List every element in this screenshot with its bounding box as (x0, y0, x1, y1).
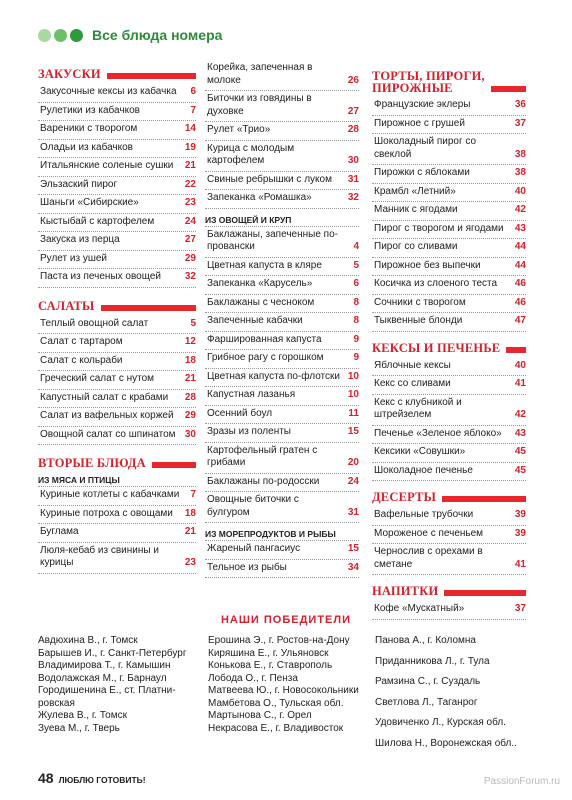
winner-entry: Авдюхина В., г. Томск (38, 635, 138, 646)
section-title: НАПИТКИ (372, 584, 439, 598)
recipe-item (372, 184, 526, 203)
recipe-item (205, 190, 359, 209)
recipe-item (372, 395, 526, 426)
recipe-name: Кекс со сливами (374, 378, 451, 389)
recipe-name: Кексики «Совушки» (374, 446, 466, 457)
section-bar (107, 73, 196, 79)
page-ref: 39 (514, 527, 526, 539)
recipe-item (205, 313, 359, 332)
page-ref: 27 (184, 234, 196, 245)
subsection-title: ИЗ МЯСА И ПТИЦЫ (38, 473, 196, 487)
recipe-item (372, 239, 526, 258)
winner-entry: Лобода О., г. Пенза (208, 672, 298, 684)
page-ref: 19 (184, 141, 196, 153)
recipe-item (372, 134, 526, 165)
recipe-item (372, 165, 526, 184)
page-ref: 18 (184, 507, 196, 519)
recipe-name: Запеченные кабачки (207, 315, 303, 326)
page-ref: 6 (353, 278, 359, 289)
recipe-item (38, 269, 196, 288)
recipe-item (38, 408, 196, 427)
section-bar (101, 305, 197, 311)
section-title: ВТОРЫЕ БЛЮДА (38, 456, 146, 470)
page-ref: 27 (347, 105, 359, 117)
page-footer (38, 770, 146, 786)
page-ref: 22 (184, 178, 196, 190)
recipe-item (372, 463, 526, 482)
page-ref: 23 (184, 557, 196, 568)
winner-entry: Жулева В., г. Томск (38, 710, 127, 721)
recipe-item (372, 116, 526, 135)
keksy-list (372, 358, 526, 482)
winner-entry: Барышев И., г. Санкт-Петербург (38, 647, 187, 659)
recipe-item (205, 60, 359, 91)
section-header-torty (372, 64, 526, 94)
recipe-name: Баклажаны по-родосски (207, 475, 320, 487)
winner-entry: Ерошина Э., г. Ростов-на-Дону (208, 635, 350, 646)
recipe-item (205, 443, 359, 474)
recipe-item (38, 353, 196, 372)
page-ref: 32 (184, 271, 196, 282)
watermark: PassionForum.ru (483, 776, 560, 787)
recipe-item (38, 524, 196, 543)
page-ref: 5 (353, 259, 359, 271)
recipe-item (372, 313, 526, 332)
page-ref: 20 (347, 457, 359, 468)
recipe-name: Теплый овощной салат (40, 317, 149, 329)
recipe-name: Рулет из ушей (40, 252, 107, 264)
recipe-item (38, 251, 196, 270)
recipe-name: Паста из печеных овощей (40, 271, 161, 282)
recipe-name: Буглама (40, 526, 79, 537)
recipe-item (38, 140, 196, 159)
page-ref: 41 (514, 558, 526, 570)
recipe-name: Закусочные кексы из кабачка (40, 86, 177, 97)
page-ref: 43 (514, 427, 526, 439)
recipe-item (38, 371, 196, 390)
magazine-name: ЛЮБЛЮ ГОТОВИТЬ! (58, 775, 146, 785)
page-ref: 21 (184, 526, 196, 537)
recipe-item (372, 276, 526, 295)
recipe-item (205, 258, 359, 277)
winners-column-1 (38, 635, 203, 735)
winner-entry: Мартынова С., г. Орел (208, 710, 312, 721)
recipe-item (372, 221, 526, 240)
section-title-line: ТОРТЫ, ПИРОГИ, (372, 69, 485, 83)
recipe-item (205, 406, 359, 425)
meat-list (205, 60, 359, 209)
page-ref: 31 (347, 173, 359, 185)
page-ref: 28 (347, 124, 359, 135)
recipe-item (205, 276, 359, 295)
page-ref: 24 (184, 215, 196, 227)
recipe-name: Пирог с творогом и ягодами (374, 222, 504, 234)
winner-entry: Киряшина Е., г. Ульяновск (208, 647, 329, 659)
page-ref: 36 (514, 99, 526, 110)
page-ref: 30 (184, 428, 196, 440)
recipe-name: Закуска из перца (40, 234, 120, 245)
section-header-salaty (38, 294, 196, 313)
recipe-item (38, 506, 196, 525)
recipe-item (372, 507, 526, 526)
page-ref: 14 (184, 123, 196, 134)
winner-entry: Светлова Л., Таганрог (375, 696, 478, 708)
winner-entry: Шилова Н., Воронежская обл.. (375, 737, 517, 749)
vtorye-list (38, 487, 196, 574)
recipe-item (205, 172, 359, 191)
page-ref: 15 (347, 543, 359, 554)
page-ref: 34 (347, 561, 359, 573)
recipe-name: Курица с молодым картофелем (207, 142, 295, 166)
section-header-napitki (372, 579, 526, 598)
recipe-name: Оладьи из кабачков (40, 141, 133, 153)
winner-entry: Удовиченко Л., Курская обл. (375, 717, 506, 728)
dot-icon (38, 29, 51, 42)
recipe-name: Капустная лазанья (207, 389, 296, 400)
recipe-name: Пирожное с грушей (374, 117, 465, 129)
recipe-item (205, 141, 359, 172)
page-ref: 32 (347, 192, 359, 203)
recipe-name: Тыквенные блонди (374, 315, 463, 326)
page-ref: 18 (184, 354, 196, 366)
recipe-item (372, 376, 526, 395)
recipe-item (38, 316, 196, 335)
recipe-name: Куриные котлеты с кабачками (40, 489, 180, 500)
recipe-item (205, 560, 359, 579)
recipe-name: Пирог со сливами (374, 241, 458, 252)
page-header (38, 25, 222, 45)
recipe-name: Картофельный гратен с грибами (207, 444, 318, 468)
veg-list (205, 227, 359, 524)
subsection-title: ИЗ МОРЕПРОДУКТОВ И РЫБЫ (205, 527, 359, 541)
recipe-name: Греческий салат с нутом (40, 373, 155, 384)
recipe-name: Капустный салат с крабами (40, 391, 169, 403)
recipe-item (205, 122, 359, 141)
page-ref: 21 (184, 160, 196, 171)
recipe-name: Салат с тартаром (40, 336, 123, 347)
section-title: САЛАТЫ (38, 298, 95, 313)
recipe-item (38, 84, 196, 103)
recipe-name: Фаршированная капуста (207, 333, 322, 345)
page-ref: 10 (347, 389, 359, 400)
winner-entry: Городишенина Е., ст. Платни- (38, 685, 176, 696)
recipe-name: Свиные ребрышки с луком (207, 173, 332, 185)
page-ref: 9 (353, 352, 359, 363)
recipe-item (205, 541, 359, 560)
page-ref: 43 (514, 222, 526, 234)
page-ref: 46 (514, 296, 526, 308)
winner-entry: Матвеева Ю., г. Новосокольники (208, 685, 359, 696)
recipe-name: Пирожное без выпечки (374, 259, 481, 271)
page-ref: 40 (514, 359, 526, 371)
recipe-name: Биточки из говядины в духовке (207, 93, 312, 117)
winner-entry: ровская (38, 697, 75, 709)
section-header-deserty (372, 485, 526, 504)
recipe-name: Зразы из поленты (207, 426, 291, 437)
section-title: КЕКСЫ И ПЕЧЕНЬЕ (372, 340, 501, 355)
recipe-name: Запеканка «Карусель» (207, 278, 313, 289)
winner-entry: Приданникова Л., г. Тула (375, 655, 490, 667)
salaty-list (38, 316, 196, 446)
recipe-name: Куриные потроха с овощами (40, 507, 173, 519)
section-title-line: ПИРОЖНЫЕ (372, 81, 453, 95)
page-ref: 38 (514, 167, 526, 178)
recipe-name: Эльзаский пирог (40, 178, 118, 190)
page-ref: 46 (514, 278, 526, 289)
page-number: 48 (38, 770, 54, 786)
recipe-name: Яблочные кексы (374, 359, 451, 371)
recipe-name: Шоколадное печенье (374, 464, 473, 476)
page-ref: 38 (514, 148, 526, 160)
recipe-item (372, 202, 526, 221)
winner-entry: Рамзина С., г. Суздаль (375, 676, 481, 687)
page-ref: 26 (347, 74, 359, 86)
section-bar (152, 462, 196, 468)
recipe-name: Осенний боул (207, 407, 273, 419)
recipe-item (372, 526, 526, 545)
recipe-item (38, 158, 196, 177)
recipe-name: Цветная капуста по-флотски (207, 370, 340, 382)
recipe-name: Пирожки с яблоками (374, 167, 470, 178)
recipe-name: Крамбл «Летний» (374, 185, 456, 197)
page-ref: 7 (190, 104, 196, 116)
recipe-item (205, 492, 359, 523)
recipe-item (205, 474, 359, 493)
page-ref: 39 (514, 509, 526, 520)
recipe-item (372, 444, 526, 463)
dot-icon (70, 29, 83, 42)
recipe-name: Шоколадный пирог со свеклой (374, 136, 477, 160)
recipe-item (38, 543, 196, 574)
page-ref: 29 (184, 410, 196, 421)
page-ref: 45 (514, 446, 526, 457)
recipe-item (372, 426, 526, 445)
recipe-item (38, 232, 196, 251)
page-ref: 44 (514, 259, 526, 271)
recipe-item (38, 195, 196, 214)
recipe-name: Чернослив с орехами в сметане (374, 546, 483, 570)
page-ref: 47 (514, 315, 526, 326)
page-ref: 12 (184, 336, 196, 347)
section-bar (442, 496, 526, 502)
page-ref: 31 (347, 506, 359, 518)
recipe-name: Кекс с клубникой и штрейзелем (374, 396, 462, 420)
dot-icon (54, 29, 67, 42)
winner-entry: Панова А., г. Коломна (375, 635, 476, 646)
section-title: ЗАКУСКИ (38, 67, 101, 81)
sea-list (205, 541, 359, 578)
recipe-name: Рулет «Трио» (207, 124, 271, 135)
recipe-name: Грибное рагу с горошком (207, 352, 324, 363)
winner-entry: Владимирова Т., г. Камышин (38, 660, 171, 671)
recipe-item (205, 387, 359, 406)
subsection-title: ИЗ ОВОЩЕЙ И КРУП (205, 213, 359, 227)
page-ref: 21 (184, 373, 196, 384)
deserty-list (372, 507, 526, 575)
section-bar (444, 590, 526, 596)
recipe-name: Салат с кольраби (40, 354, 123, 366)
recipe-name: Кыстыбай с картофелем (40, 215, 155, 227)
recipe-name: Печенье «Зеленое яблоко» (374, 427, 502, 439)
page-ref: 15 (347, 426, 359, 437)
recipe-name: Вареники с творогом (40, 123, 138, 134)
section-bar (506, 347, 526, 353)
recipe-item (205, 350, 359, 369)
recipe-item (205, 295, 359, 314)
page-ref: 29 (184, 252, 196, 264)
page-ref: 37 (514, 603, 526, 614)
winner-entry: Конькова Е., г. Ставрополь (208, 660, 333, 671)
recipe-name: Жареный пангасиус (207, 543, 301, 554)
recipe-name: Запеканка «Ромашка» (207, 192, 312, 203)
recipe-item (372, 97, 526, 116)
recipe-item (372, 358, 526, 377)
torty-list (372, 97, 526, 332)
recipe-item (38, 177, 196, 196)
page-ref: 44 (514, 241, 526, 252)
recipe-item (38, 121, 196, 140)
recipe-name: Люля-кебаб из свинины и курицы (40, 544, 159, 568)
recipe-name: Мороженое с печеньем (374, 527, 484, 539)
page-ref: 42 (514, 204, 526, 215)
section-header-keksy (372, 336, 526, 355)
section-bar (491, 86, 526, 92)
recipe-name: Французские эклеры (374, 99, 471, 110)
page-ref: 4 (353, 241, 359, 252)
recipe-name: Цветная капуста в кляре (207, 259, 322, 271)
zakuski-list (38, 84, 196, 288)
page-ref: 5 (190, 317, 196, 329)
recipe-name: Сочники с творогом (374, 296, 466, 308)
recipe-item (38, 334, 196, 353)
recipe-name: Шаньги «Сибирские» (40, 197, 139, 208)
recipe-name: Итальянские соленые сушки (40, 160, 174, 171)
page-ref: 37 (514, 117, 526, 129)
page-ref: 40 (514, 185, 526, 197)
winner-entry: Некрасова Е., г. Владивосток (208, 722, 344, 734)
page-ref: 23 (184, 197, 196, 208)
page-ref: 28 (184, 391, 196, 403)
recipe-item (38, 214, 196, 233)
recipe-name: Овощные биточки с булгуром (207, 494, 299, 518)
recipe-item (205, 227, 359, 258)
recipe-item (38, 103, 196, 122)
recipe-name: Манник с ягодами (374, 204, 458, 215)
recipe-name: Косичка из слоеного теста (374, 278, 498, 289)
recipe-item (38, 487, 196, 506)
recipe-name: Вафельные трубочки (374, 509, 474, 520)
page-title: Все блюда номера (92, 27, 223, 43)
section-title: ДЕСЕРТЫ (372, 490, 437, 504)
page-ref: 45 (514, 464, 526, 476)
recipe-name: Овощной салат со шпинатом (40, 428, 176, 440)
recipe-item (205, 369, 359, 388)
column-1 (38, 62, 196, 574)
recipe-item (372, 258, 526, 277)
recipe-item (205, 332, 359, 351)
page-ref: 10 (347, 370, 359, 382)
recipe-name: Баклажаны, запеченные по-провански (207, 228, 338, 252)
section-title (372, 70, 485, 94)
page-ref: 8 (353, 315, 359, 326)
recipe-item (205, 91, 359, 122)
recipe-name: Кофе «Мускатный» (374, 603, 465, 614)
page-ref: 9 (353, 333, 359, 345)
winner-entry: Мамбетова О., Тульская обл. (208, 697, 344, 709)
page-ref: 11 (348, 407, 359, 419)
column-2 (205, 60, 359, 578)
page-ref: 24 (347, 475, 359, 487)
section-header-vtorye (38, 451, 196, 470)
recipe-name: Тельное из рыбы (207, 561, 287, 573)
recipe-item (38, 427, 196, 446)
recipe-name: Баклажаны с чесноком (207, 296, 315, 308)
winner-entry: Водолажская М., г. Барнаул (38, 672, 167, 684)
page-ref: 7 (190, 489, 196, 500)
recipe-item (372, 295, 526, 314)
page-ref: 8 (353, 296, 359, 308)
recipe-item (372, 544, 526, 575)
winner-entry: Зуева М., г. Тверь (38, 722, 120, 734)
recipe-item (205, 424, 359, 443)
winners-title: НАШИ ПОБЕДИТЕЛИ (220, 614, 352, 626)
column-3 (372, 64, 526, 620)
page-ref: 41 (514, 378, 526, 389)
recipe-name: Салат из вафельных коржей (40, 410, 174, 421)
page-ref: 6 (190, 86, 196, 97)
page-ref: 30 (347, 155, 359, 166)
winners-column-3 (375, 635, 535, 758)
recipe-name: Рулетики из кабачков (40, 104, 140, 116)
section-header-zakuski (38, 62, 196, 81)
winners-column-2 (208, 635, 368, 735)
page-ref: 42 (514, 409, 526, 420)
recipe-item (38, 390, 196, 409)
recipe-name: Корейка, запеченная в молоке (207, 62, 313, 86)
